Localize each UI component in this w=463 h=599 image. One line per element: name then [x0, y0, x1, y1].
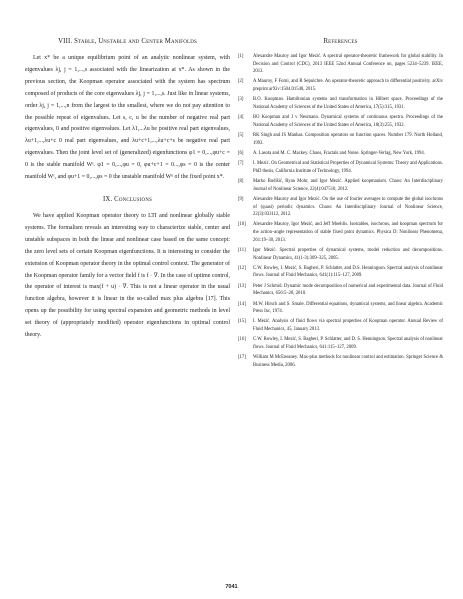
section-heading-conclusions: IX. Conclusions: [102, 195, 153, 203]
reference-text: I. Mezić. Analysis of fluid flows via spectral properties of Koopman operator. Annual Review of Fluid Mechanics, 45, January 2013.: [253, 319, 443, 333]
reference-text: M.W. Hirsch and S. Smale. Differential equations, dynamical systems, and linear algebra. Academic Press Inc, 1974.: [253, 301, 443, 315]
section-heading-manifolds: VIII. Stable, Unstable and Center Manifolds: [58, 38, 197, 45]
reference-item: [238, 96, 443, 111]
reference-number: [12]: [238, 265, 246, 271]
reference-text: B.O. Koopman. Hamiltonian systems and transformation in Hilbert space. Proceedings of the National Academy of Sciences of the United States of America, 17(5):315, 1931.: [253, 97, 443, 110]
reference-text: C.W. Rowley, I. Mezić, S. Bagheri, P. Schlatter, and D. S. Henningson. Spectral analysis of nonlinear flows. Journal of Fluid Mechanics, 641:115–127, 2009.: [253, 337, 443, 350]
reference-text: A Mauroy, F Forni, and R Sepulchre. An operator-theoretic approach to differential positivity. arXiv preprint arXiv:1504.01548, 2015.: [253, 79, 443, 93]
reference-item: [238, 265, 443, 280]
reference-number: [9]: [238, 197, 244, 202]
reference-text: BO Koopman and J v Neumann. Dynamical systems of continuous spectra. Proceedings of the National Academy of Sciences of the United States of America, 18(3):255, 1932.: [253, 115, 443, 128]
reference-text: Alexandre Mauroy and Igor Mezić. On the use of fourier averages to compute the global isochrons of (quasi) periodic dynamics. Chaos: An Interdisciplinary Journal of Nonlinear Science, 22(3):033112, 2012.: [253, 197, 443, 218]
reference-item: [238, 301, 443, 316]
section-paragraph-conclusions: We have applied Koopman operator theory to LTI and nonlinear globally stable systems. The formalism reveals an interesting way to characterize stable, center and unstable subspaces in both the linear and nonlinear case based on the same concept: the zero level sets of certain Koopman eigenfunctions. It is interesting to consider the extension of Koopman operator theory in the optimal control context. The generator of the Koopman operator family for a vector field f is f · ∇. In the case of uptime control, the operator of interest is max(f + u) · ∇. This is not a linear operator in the usual function algebra, however it is linear in the so-called max plus algebra [17]. This opens up the possibility for using spectral expansion and geometric methods in level set theory of (appropriately modified) operator eigenfunctions in optimal control theory.: [25, 212, 230, 339]
section-paragraph-manifolds: Let x* be a unique equilibrium point of an analytic nonlinear system, with eigenvalues λj, j = 1,...,s associated with the linearization at x*. As shown in the previous section, the Koopman operator associated with the system has spectrum composed of products of the core eigenvalues λj, j = 1,...,s. Just like in linear systems, order λj, j = 1,...,n from the largest to the smallest, where we do not pay attention to the possible repeat of eigenvalues. Let s, c, u be the number of negative real part eigenvalues, 0 and positive eigenvalues. Let λ1,...λu be positive real part eigenvalues, λu+1,...,λu+c 0 real part eigenvalues, and λu+c+1,...,λu+c+s be negative real part eigenvalues. Then the joint level set of (generalized) eigenfunctions φ1 = 0,...,φu+c = 0 is the stable manifold Wˢ. φ1 = 0,...,φu = 0, φu+c+1 = 0...,φs = 0 is the center manifold Wᶜ, and φu+1 = 0,...,φs = 0 the unstable manifold Wᵘ of the fixed point x*.: [25, 55, 230, 181]
reference-item: [238, 336, 443, 351]
reference-item: [238, 283, 443, 298]
reference-text: A. Lasota and M. C. Mackey. Chaos, Fractals and Noise. Springer-Verlag, New York, 1994.: [253, 150, 425, 156]
reference-number: [16]: [238, 337, 246, 343]
reference-list: [238, 53, 443, 369]
page-number: 7041: [225, 584, 238, 590]
reference-item: [238, 221, 443, 244]
reference-item: [238, 196, 443, 219]
reference-item: [238, 247, 443, 262]
reference-text: C.W. Rowley, I. Mezić, S. Bagheri, P. Schlatter, and D.S. Henningson. Spectral analysis of nonlinear flows. Journal of Fluid Mechanics, 641(1):115–127, 2009.: [253, 265, 443, 279]
reference-number: [13]: [238, 283, 246, 289]
reference-number: [17]: [238, 355, 246, 361]
reference-item: [238, 160, 443, 175]
references-heading: References: [323, 38, 358, 45]
reference-text: Peter J Schmid. Dynamic mode decomposition of numerical and experimental data. Journal of Fluid Mechanics, 656:5–28, 2010.: [253, 283, 443, 297]
reference-number: [7]: [238, 161, 244, 167]
reference-number: [3]: [238, 97, 244, 103]
reference-item: [238, 354, 443, 369]
reference-text: Alexandre Mauroy and Igor Mezić. A spectral operator-theoretic framework for global stability. In Decision and Control (CDC), 2013 IEEE 52nd Annual Conference on, pages 5234–5239. IEEE, 2013.: [253, 54, 443, 75]
right-column: [238, 38, 443, 372]
reference-number: [11]: [238, 247, 246, 253]
reference-item: [238, 114, 443, 129]
reference-item: [238, 53, 443, 76]
reference-text: Alexandre Mauroy, Igor Mezić, and Jeff Moehlis. Isostables, isochrons, and koopman spectrum for the action–angle representation of stable fixed point dynamics. Physica D: Nonlinear Phenomena, 261:19–30, 2013.: [253, 222, 443, 243]
reference-text: I. Mezić. On Geometrical and Statistical Properties of Dynamical Systems: Theory and Applications. PhD thesis, California Institute of Technology, 1994.: [253, 161, 443, 174]
reference-item: [238, 78, 443, 93]
reference-number: [10]: [238, 222, 246, 228]
reference-number: [2]: [238, 79, 244, 85]
reference-number: [15]: [238, 319, 246, 325]
reference-number: [14]: [238, 301, 246, 307]
reference-text: William M McEneaney. Max-plus methods for nonlinear control and estimation. Springer Science & Business Media, 2006.: [253, 355, 443, 368]
reference-item: [238, 178, 443, 193]
left-column: [25, 38, 230, 342]
reference-text: Marko Budišić, Ryan Mohr, and Igor Mezić. Applied koopmanism. Chaos: An Interdisciplinary Journal of Nonlinear Science, 22(4):047510, 2012.: [253, 179, 443, 192]
reference-item: [238, 318, 443, 333]
reference-number: [4]: [238, 115, 244, 121]
reference-text: RK Singh and JS Manhas. Composition operators on function spaces. Number 179. North Holland, 1993.: [253, 133, 443, 146]
reference-number: [8]: [238, 179, 244, 185]
reference-number: [1]: [238, 54, 244, 59]
reference-item: [238, 132, 443, 147]
reference-item: [238, 150, 443, 158]
reference-number: [5]: [238, 133, 244, 139]
reference-number: [6]: [238, 150, 244, 156]
reference-text: Igor Mezić. Spectral properties of dynamical systems, model reduction and decompositions. Nonlinear Dynamics, 41(1-3):309–325, 2005.: [253, 247, 443, 261]
